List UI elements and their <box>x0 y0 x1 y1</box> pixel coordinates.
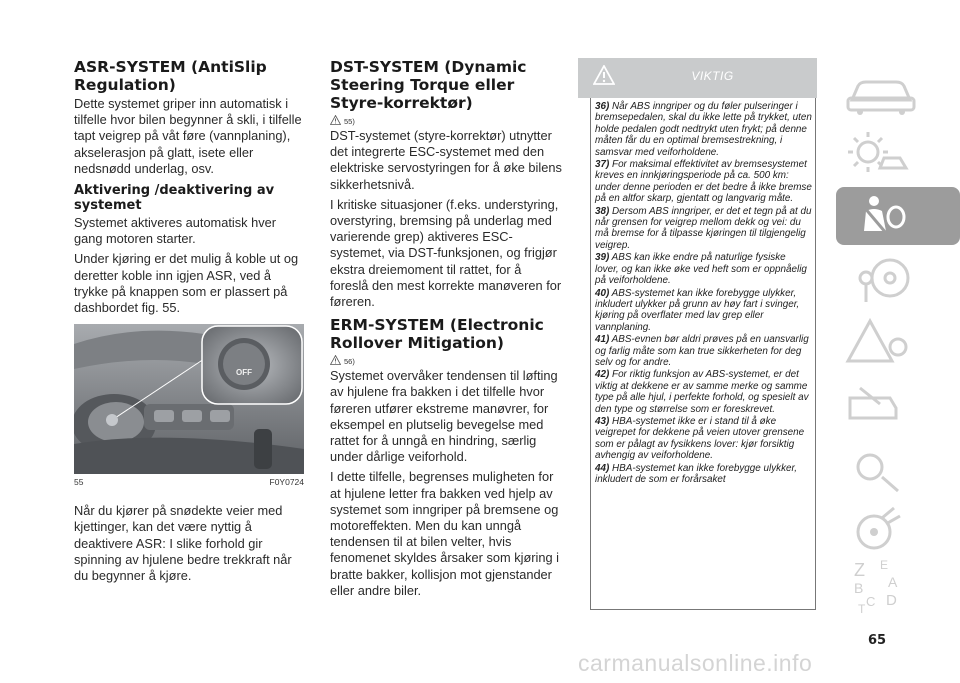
column-dst-erm <box>330 58 562 603</box>
warning-box-body <box>590 98 816 610</box>
steering-wheel-icon <box>830 248 960 310</box>
tab-dashboard-lights[interactable] <box>830 122 960 184</box>
asr-paragraph-2: Under kjøring er det mulig å koble ut og deretter koble inn igjen ASR, ved å trykke på knappen som er plassert på dashbordet fig. 55. <box>74 251 299 316</box>
figure-55-asr-button <box>74 324 304 474</box>
page-number: 65 <box>868 633 887 648</box>
asr-paragraph-3: Når du kjører på snødekte veier med kjettinger, kan det være nyttig å deaktivere ASR: I slike forhold gir spinning av hjulene bedre trekkraft når du begynner å kjøre. <box>74 503 292 584</box>
note-ref-55 <box>330 114 562 126</box>
tab-safety-active[interactable] <box>830 185 960 247</box>
section-title-asr: ASR-SYSTEM (AntiSlip Regulation) <box>74 58 267 94</box>
note-number: 56) <box>344 357 355 367</box>
erm-paragraph-1: Systemet overvåker tendensen til løfting av hjulene fra bakken i det tilfelle hvor føreren utfører ekstreme manøvrer, for eksempel en plutselig bevegelse med rattet for å unngå en hindring, særlig under dårlige veiforhold. <box>330 368 558 465</box>
tab-maintenance[interactable] <box>830 374 960 436</box>
warning-box-header <box>578 58 817 98</box>
figure-number: 55 <box>74 477 84 488</box>
warning-item: 36) Når ABS inngriper og du føler pulseringer i bremsepedalen, skal du ikke lette på trykket, uten holde pedalen godt nedtrykt uten frykt; på denne måten får du en optimal bremsestrekning, i samsvar med veiforholdene. <box>595 101 812 158</box>
wrench-car-icon <box>830 374 960 436</box>
tab-technical-data[interactable] <box>830 437 960 499</box>
off-button-label: OFF <box>236 368 252 378</box>
dst-paragraph-2: I kritiske situasjoner (f.eks. understyring, overstyring, bremsing på underlag med varierende grep) aktiveres ESC-systemet, via DST-funksjonen, og frigjør ekstra dreiemoment til rattet, for å foreslå den mest korrekte manøveren for føreren. <box>330 196 562 310</box>
column-asr <box>74 58 304 588</box>
subtitle-activation: Aktivering /deaktivering av systemet <box>74 183 275 214</box>
index-letter: E <box>880 558 889 572</box>
asr-paragraph-1: Systemet aktiveres automatisk hver gang motoren starter. <box>74 215 276 247</box>
section-title-dst: DST-SYSTEM (Dynamic Steering Torque eller Styre-korrektør) <box>330 58 527 112</box>
index-letter: D <box>886 592 897 609</box>
erm-paragraph-2: I dette tilfelle, begrenses muligheten for at hjulene letter fra bakken ved hjelp av systemet som inngriper på bremsene og motoreffekten. Men du kan unngå tendensen til at bilen velter, hvis fenomenet skyldes årsaker som kjøring i bratte bakker, kollisjon mot gjenstander eller andre biler. <box>330 469 560 598</box>
multimedia-icon <box>830 500 960 562</box>
index-letter: A <box>888 574 898 590</box>
note-ref-56 <box>330 354 562 366</box>
dashboard-photo-illustration <box>74 324 304 474</box>
warning-road-icon <box>830 311 960 373</box>
section-title-erm: ERM-SYSTEM (Electronic Rollover Mitigation) <box>330 316 544 353</box>
dst-paragraph-1: DST-systemet (styre-korrektør) utnytter det integrerte ESC-systemet med den elektriske servostyringen for å øke bilens sikkerhetsnivå. <box>330 128 562 192</box>
sun-dash-icon <box>830 122 960 184</box>
seatbelt-airbag-icon <box>830 185 960 247</box>
warning-triangle-icon <box>330 355 341 365</box>
index-letter: C <box>866 594 876 609</box>
note-number: 55) <box>344 117 355 126</box>
tab-car-overview[interactable] <box>830 62 960 122</box>
warning-triangle-icon <box>330 115 341 125</box>
index-letter: T <box>858 602 866 616</box>
warning-item: 37) For maksimal effektivitet av bremsesystemet kreves en innkjøringsperiode på ca. 500 km: under denne perioden er det bedre å ikke bremse på en altfor skarp, gjentatt og langvarig måte. <box>595 159 812 205</box>
warning-item: 38) Dersom ABS inngriper, er det et tegn på at du når grensen for veigrep mellom dekk og vei: du må bremse for å tilpasse kjøringen til tilgjengelig veigrep. <box>595 205 812 251</box>
warning-title: VIKTIG <box>691 69 734 83</box>
tab-index[interactable] <box>830 558 960 620</box>
tab-driving[interactable] <box>830 248 960 310</box>
warning-item: 39) ABS kan ikke endre på naturlige fysiske lover, og kan ikke øke ved heft som er oppnåelig på veiforholdene. <box>595 252 807 287</box>
index-letter: B <box>854 580 864 596</box>
tab-multimedia[interactable] <box>830 500 960 562</box>
warning-item: 41) ABS-evnen bør aldri prøves på en uansvarlig og farlig måte som kan true sikkerheten for deg selv og for andre. <box>595 334 809 368</box>
index-letter: Z <box>854 560 865 580</box>
asr-intro: Dette systemet griper inn automatisk i tilfelle hvor bilen begynner å skli, i tilfelle tapt veigrep på våt føre (vannplaning), akselerasjon på glatt, isete eller nedsnødd underlag, osv. <box>74 96 302 176</box>
warning-item: 40) ABS-systemet kan ikke forebygge ulykker, inkludert ulykker på grunn av høy fart i svinger, kjøring på overflater med lav grep eller vannplaning. <box>595 287 800 333</box>
figure-code: F0Y0724 <box>269 477 304 488</box>
gear-tool-icon <box>830 437 960 499</box>
car-icon <box>830 62 960 122</box>
warning-item: 42) For riktig funksjon av ABS-systemet, er det viktig at dekkene er av samme merke og samme type på alle hjul, i perfekte forhold, og spesielt av den type og størrelse som er foreskrevet. <box>595 369 809 415</box>
warning-item: 43) HBA-systemet ikke er i stand til å øke veigrepet for dekkene på veien utover grensene som er pålagt av fysikkens lover: kjør forsiktig avhengig av veiforholdene. <box>595 415 805 462</box>
figure-caption <box>74 477 304 487</box>
watermark-text: carmanualsonline.info <box>578 650 813 676</box>
tab-emergency[interactable] <box>830 311 960 373</box>
warning-item: 44) HBA-systemet kan ikke forebygge ulykker, inkludert de som er forårsaket <box>595 462 797 485</box>
